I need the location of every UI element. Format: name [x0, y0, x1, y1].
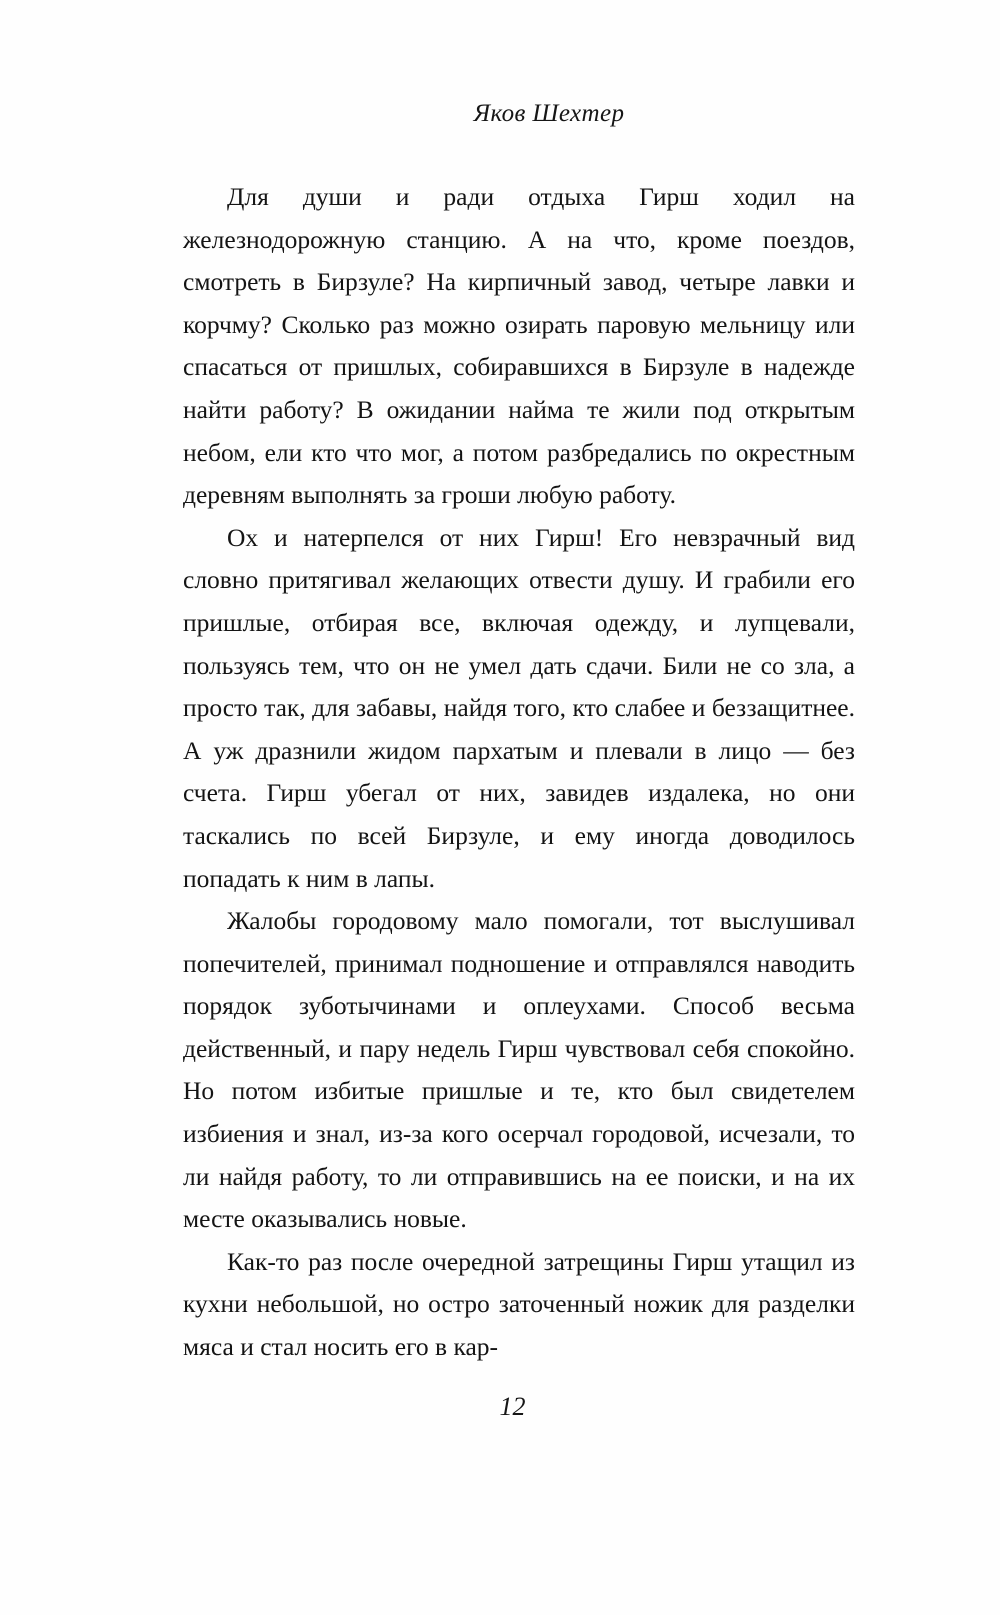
paragraph: Как-то раз после очередной затрещины Гирш утащил из кухни небольшой, но остро заточенный ножик для разделки мяса и стал носить его в кар- [183, 1246, 855, 1362]
paragraph: Ох и натерпелся от них Гирш! Его невзрачный вид словно притягивал желающих отвести душу. И грабили его пришлые, отбирая все, включая одежду, и лупцевали, пользуясь тем, что он не умел дать сдачи. Били не со зла, а просто так, для забавы, найдя того, кто слабее и беззащитнее. А уж дразнили жидом пархатым и плевали в лицо — без счета. Гирш убегал от них, завидев издалека, но они таскались по всей Бирзуле, и ему иногда доводилось попадать к ним в лапы. [183, 522, 855, 893]
page-text-block [183, 100, 855, 1369]
page-number: 12 [499, 1392, 526, 1421]
body-text [183, 176, 855, 1369]
paragraph: Для души и ради отдыха Гирш ходил на железнодорожную станцию. А на что, кроме поездов, смотреть в Бирзуле? На кирпичный завод, четыре лавки и корчму? Сколько раз можно озирать паровую мельницу или спасаться от пришлых, собиравшихся в Бирзуле в надежде найти работу? В ожидании найма те жили под открытым небом, ели кто что мог, а потом разбредались по окрестным деревням выполнять за гроши любую работу. [183, 182, 855, 510]
paragraph: Жалобы городовому мало помогали, тот выслушивал попечителей, принимал подношение и отправлялся наводить порядок зуботычинами и оплеухами. Способ весьма действенный, и пару недель Гирш чувствовал себя спокойно. Но потом избитые пришлые и те, кто был свидетелем избиения и знал, из-за кого осерчал городовой, исчезали, то ли найдя работу, то ли отправившись на ее поиски, и на их месте оказывались новые. [183, 906, 855, 1234]
running-head-author: Яков Шехтер [473, 100, 625, 127]
